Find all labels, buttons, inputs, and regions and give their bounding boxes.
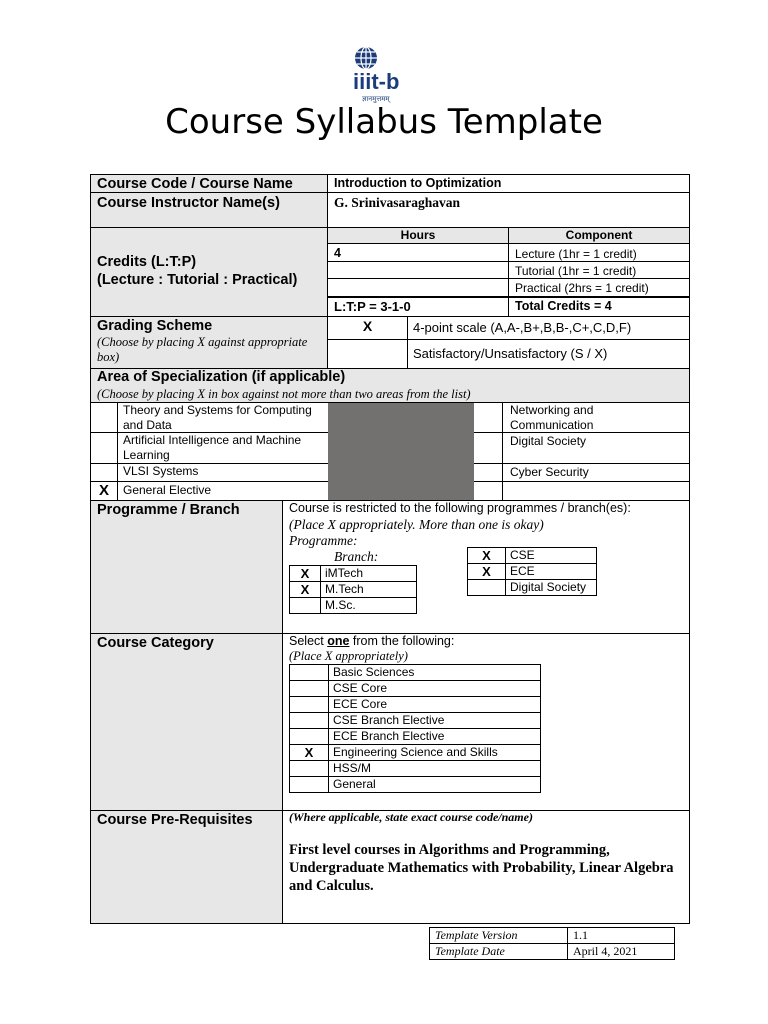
spec-ai-text: Artificial Intelligence and Machine Learning [123,433,302,462]
prereq-label: Course Pre-Requisites [97,812,253,828]
lecture-hours: 4 [334,246,341,260]
iiitb-logo [344,44,424,104]
total-credits: Total Credits = 4 [515,299,612,313]
instructor-value: G. Srinivasaraghavan [334,195,461,210]
category-mark[interactable]: X [290,745,329,761]
category-row [290,745,541,761]
template-version-label: Template Version [430,928,568,944]
branch-name: ECE [506,564,597,580]
branch-mark[interactable]: X [468,564,506,580]
logo-wordmark: iiit-b [353,69,400,94]
programme-name: M.Tech [321,582,417,598]
programme-label: Programme / Branch [97,502,240,518]
spec-networking-text: Networking and Communication [510,403,594,432]
category-mark[interactable] [290,665,329,681]
branch-row [468,548,597,564]
category-name: Basic Sciences [329,665,541,681]
lecture-component: Lecture (1hr = 1 credit) [515,247,637,261]
programme-mark[interactable] [290,598,321,614]
category-select-post: from the following: [349,634,455,648]
specialization-note: (Choose by placing X in box against not more than two areas from the list) [97,387,471,401]
prereq-text: First level courses in Algorithms and Programming, Undergraduate Mathematics with Probability, Linear Algebra and Calculus. [289,842,674,894]
category-row [290,665,541,681]
credits-label: Credits (L:T:P) [97,254,197,270]
programme-row [290,582,417,598]
programme-mark[interactable]: X [290,582,321,598]
programme-heading: Programme: [289,533,358,548]
tutorial-component: Tutorial (1hr = 1 credit) [515,264,637,278]
spec-digital-society-text: Digital Society [510,434,587,448]
grading-su-text: Satisfactory/Unsatisfactory (S / X) [413,346,608,361]
category-label: Course Category [97,635,214,651]
branch-name: CSE [506,548,597,564]
category-name: ECE Branch Elective [329,729,541,745]
page-title: Course Syllabus Template [165,102,603,142]
course-name-value: Introduction to Optimization [334,176,502,190]
practical-component: Practical (2hrs = 1 credit) [515,281,649,295]
programme-name: M.Sc. [321,598,417,614]
category-mark[interactable] [290,777,329,793]
category-select-line [289,634,454,649]
prereq-note: (Where applicable, state exact course code/name) [289,810,533,824]
shade-programme-category-prereq [91,500,283,924]
category-name: CSE Branch Elective [329,713,541,729]
branch-heading: Branch: [334,549,379,564]
template-version-table [429,927,675,960]
spec-cyber-text: Cyber Security [510,465,589,479]
template-date-value: April 4, 2021 [568,944,675,960]
component-header: Component [565,228,633,242]
category-name: Engineering Science and Skills [329,745,541,761]
programme-row [290,598,417,614]
template-date-label: Template Date [430,944,568,960]
category-name: General [329,777,541,793]
grading-label: Grading Scheme [97,318,213,334]
category-row [290,777,541,793]
category-note: (Place X appropriately) [289,649,408,663]
category-row [290,729,541,745]
branch-mark[interactable]: X [468,548,506,564]
spec-theory-text: Theory and Systems for Computing and Data [123,403,312,432]
grading-4point-text: 4-point scale (A,A-,B+,B,B-,C+,C,D,F) [413,320,632,335]
category-name: ECE Core [329,697,541,713]
instructor-label: Course Instructor Name(s) [97,195,280,211]
credits-sublabel: (Lecture : Tutorial : Practical) [97,272,298,288]
category-row [290,713,541,729]
category-row [290,697,541,713]
branch-row [468,580,597,596]
category-row [290,681,541,697]
hours-header: Hours [400,228,436,242]
programme-intro: Course is restricted to the following programmes / branch(es): [289,501,631,515]
course-code-label: Course Code / Course Name [97,176,293,192]
category-select-one: one [327,634,350,648]
grading-note: (Choose by placing X against appropriate box) [97,335,308,364]
category-select-pre: Select [289,634,328,648]
spec-general-mark[interactable]: X [98,482,109,499]
template-version-value: 1.1 [568,928,675,944]
category-name: HSS/M [329,761,541,777]
branch-table [467,547,597,596]
logo-motto: ज्ञानमुत्तमम् [362,95,390,103]
branch-row [468,564,597,580]
category-mark[interactable] [290,697,329,713]
category-mark[interactable] [290,713,329,729]
category-table [289,664,541,793]
category-name: CSE Core [329,681,541,697]
category-row [290,761,541,777]
spec-general-text: General Elective [123,483,212,497]
spec-vlsi-text: VLSI Systems [123,464,199,478]
category-mark[interactable] [290,681,329,697]
ltp-value: L:T:P = 3-1-0 [334,299,411,314]
programme-name: iMTech [321,566,417,582]
programme-mark[interactable]: X [290,566,321,582]
branch-name: Digital Society [506,580,597,596]
category-mark[interactable] [290,729,329,745]
grading-4point-mark[interactable]: X [362,318,373,334]
programme-row [290,566,417,582]
specialization-placeholder-block [328,402,474,500]
programme-note: (Place X appropriately. More than one is okay) [289,517,544,532]
category-mark[interactable] [290,761,329,777]
globe-icon [355,47,377,69]
programme-table [289,565,417,614]
specialization-label: Area of Specialization (if applicable) [97,369,346,385]
branch-mark[interactable] [468,580,506,596]
